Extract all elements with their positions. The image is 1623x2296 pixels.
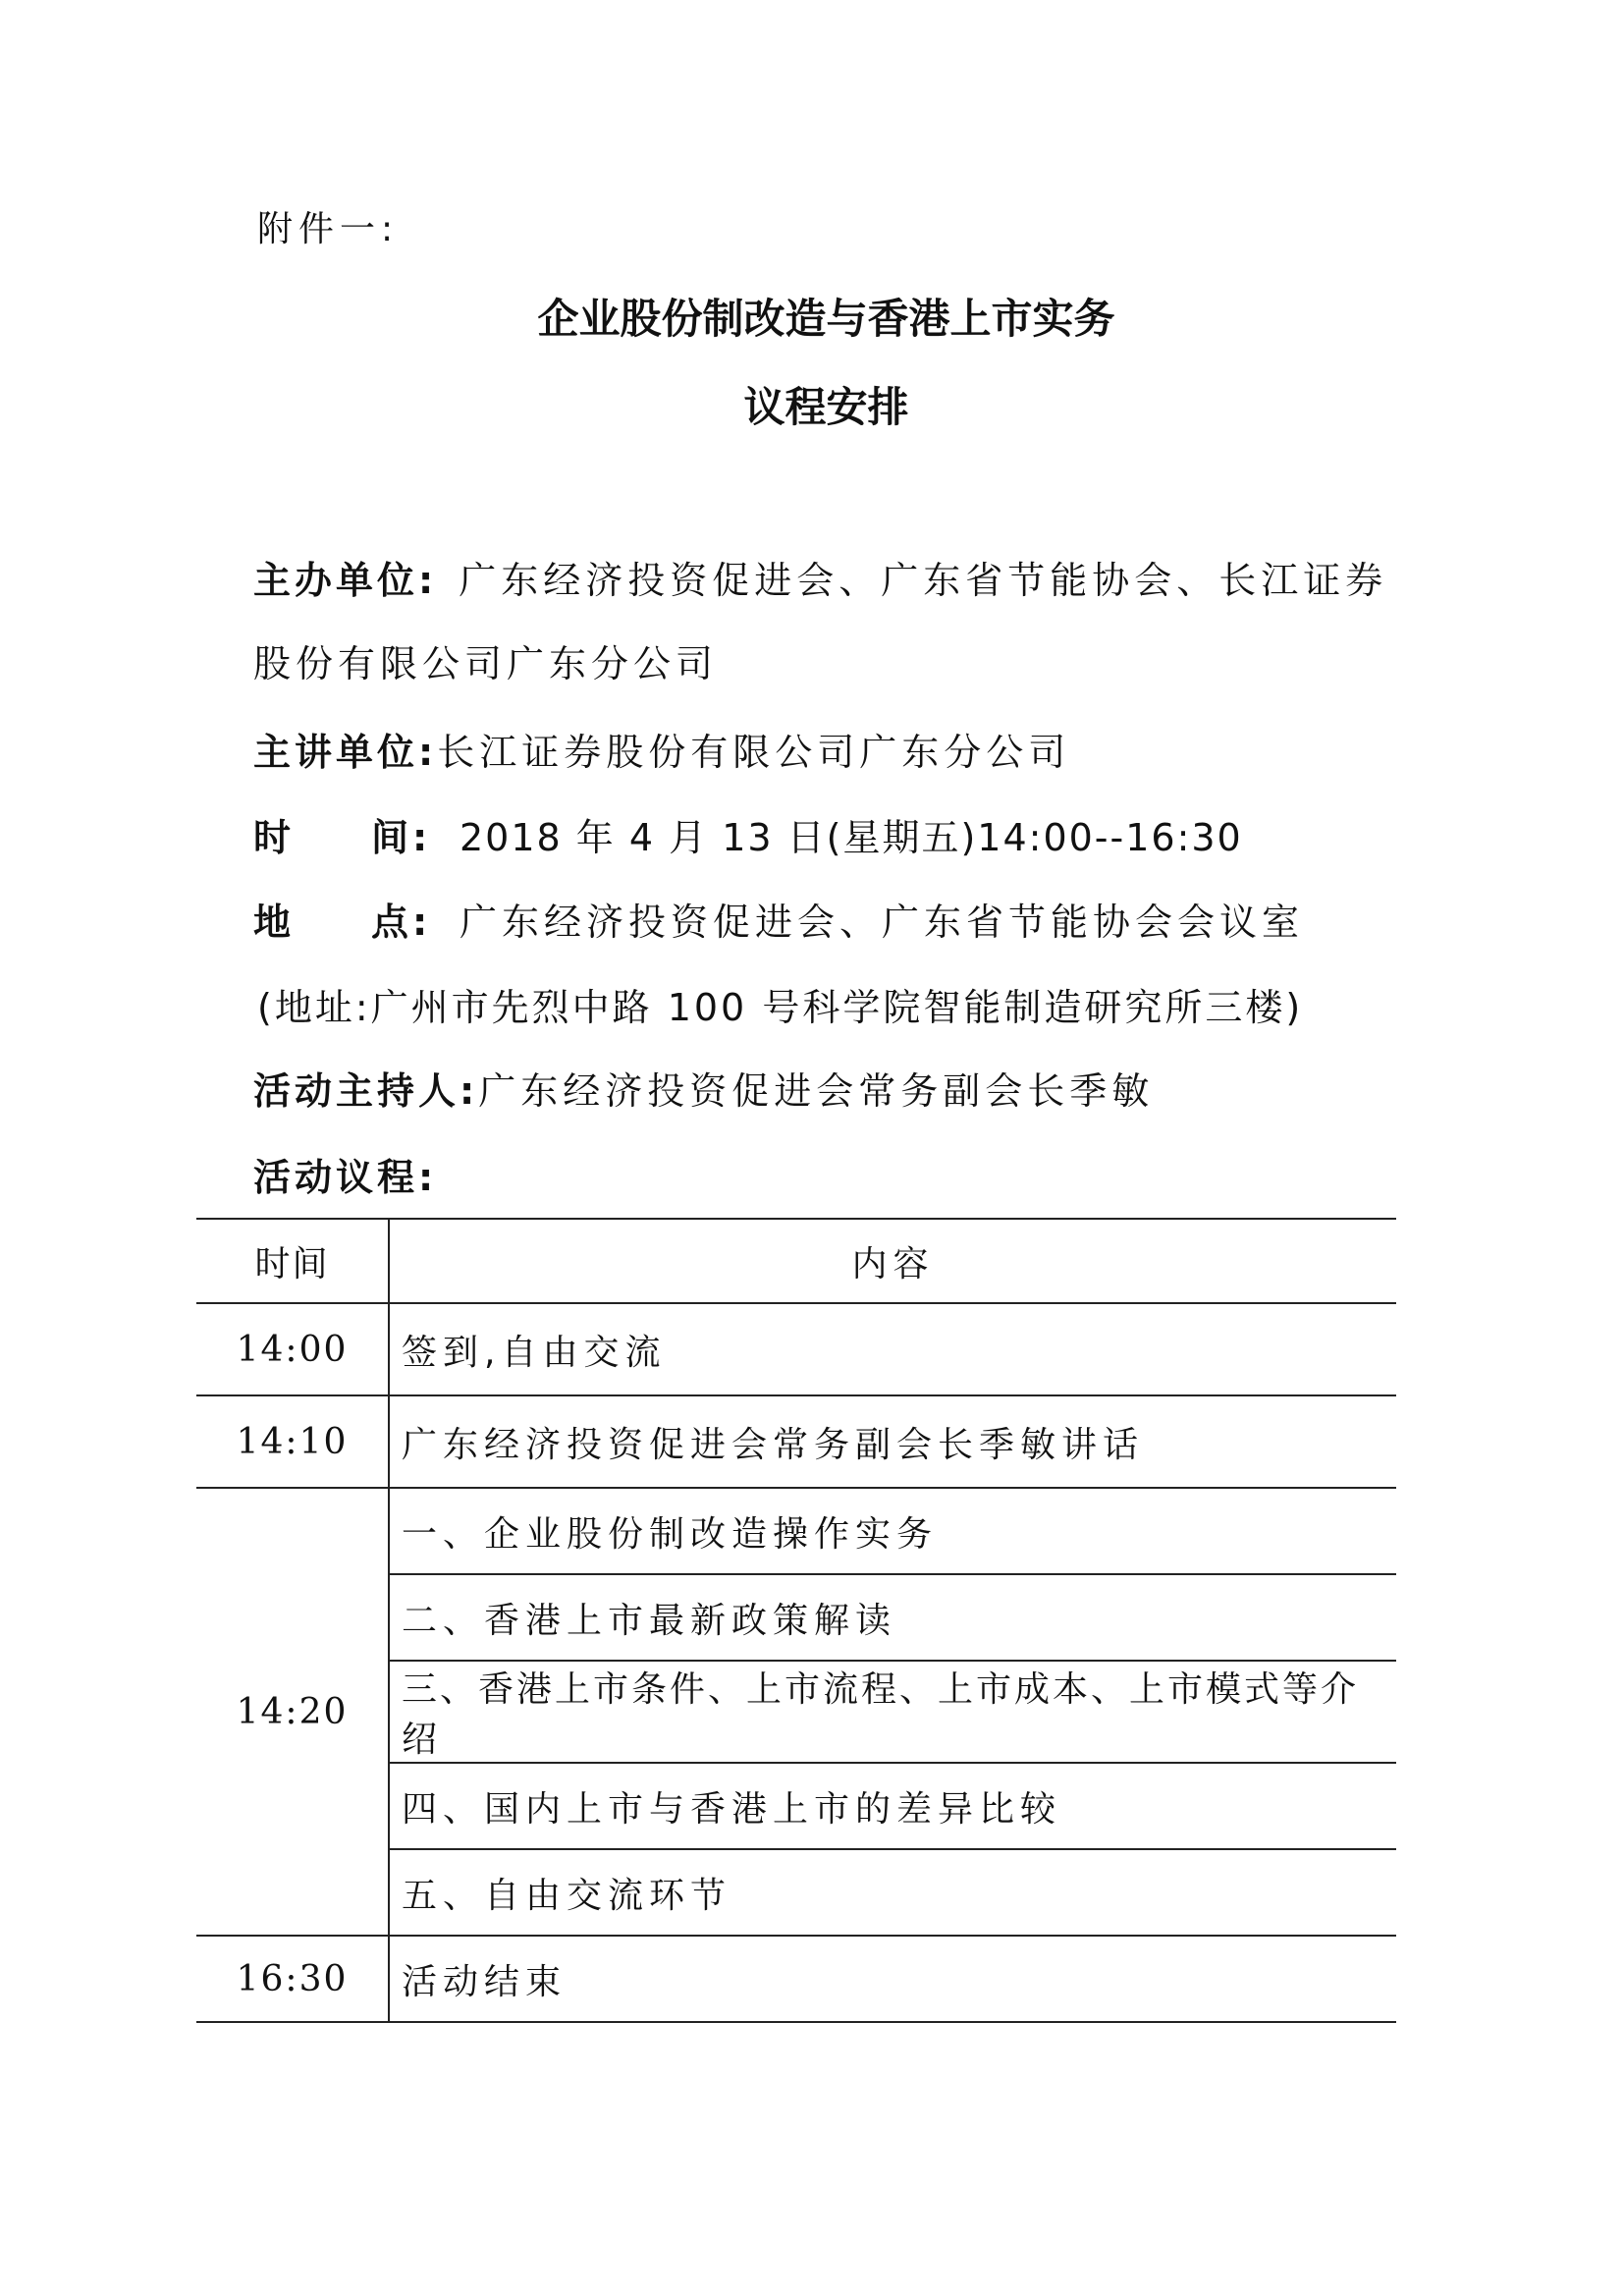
header-content: 内容 [389, 1219, 1396, 1303]
row-content: 五、自由交流环节 [389, 1849, 1396, 1936]
organizers-value-cont: 股份有限公司广东分公司 [253, 642, 719, 685]
header-time: 时间 [196, 1219, 389, 1303]
agenda-label: 活动议程: [253, 1156, 438, 1199]
host-line [253, 1061, 1154, 1115]
location-label [253, 892, 460, 946]
document-title: 企业股份制改造与香港上市实务 [537, 295, 1115, 343]
table-row [196, 1936, 1396, 2022]
row-content: 三、香港上市条件、上市流程、上市成本、上市模式等介绍 [389, 1661, 1396, 1763]
address-line: (地址:广州市先烈中路 100 号科学院智能制造研究所三楼) [257, 986, 1304, 1029]
row-content: 四、国内上市与香港上市的差异比较 [389, 1763, 1396, 1849]
row-content: 签到,自由交流 [389, 1303, 1396, 1395]
time-label [253, 807, 460, 861]
speaker-unit-value: 长江证券股份有限公司广东分公司 [437, 731, 1071, 774]
table-row [196, 1488, 1396, 1574]
row-content: 二、香港上市最新政策解读 [389, 1574, 1396, 1661]
location-label-a: 地 [253, 901, 296, 944]
time-label-b: 间: [371, 816, 432, 859]
speaker-unit-line [253, 722, 1070, 776]
table-row [196, 1395, 1396, 1488]
location-value: 广东经济投资促进会、广东省节能协会会议室 [460, 901, 1305, 944]
row-content: 一、企业股份制改造操作实务 [389, 1488, 1396, 1574]
row-time: 14:20 [196, 1488, 389, 1936]
row-time: 14:10 [196, 1395, 389, 1488]
time-line [253, 807, 1243, 861]
row-time: 16:30 [196, 1936, 389, 2022]
row-content: 活动结束 [389, 1936, 1396, 2022]
organizers-value: 广东经济投资促进会、广东省节能协会、长江证券 [459, 559, 1388, 602]
table-row [196, 1303, 1396, 1395]
time-label-a: 时 [253, 816, 296, 859]
organizers-label: 主办单位: [253, 559, 438, 602]
agenda-table [196, 1218, 1396, 2023]
table-header-row [196, 1219, 1396, 1303]
row-time: 14:00 [196, 1303, 389, 1395]
host-label: 活动主持人: [253, 1069, 479, 1113]
attachment-label: 附件一: [257, 209, 400, 249]
speaker-unit-label: 主讲单位: [253, 731, 438, 774]
organizers-line [253, 550, 1387, 604]
document-subtitle: 议程安排 [743, 383, 909, 431]
host-value: 广东经济投资促进会常务副会长季敏 [478, 1069, 1155, 1113]
location-line [253, 892, 1304, 946]
location-label-b: 点: [371, 901, 432, 944]
row-content: 广东经济投资促进会常务副会长季敏讲话 [389, 1395, 1396, 1488]
time-value: 2018 年 4 月 13 日(星期五)14:00--16:30 [460, 816, 1243, 859]
